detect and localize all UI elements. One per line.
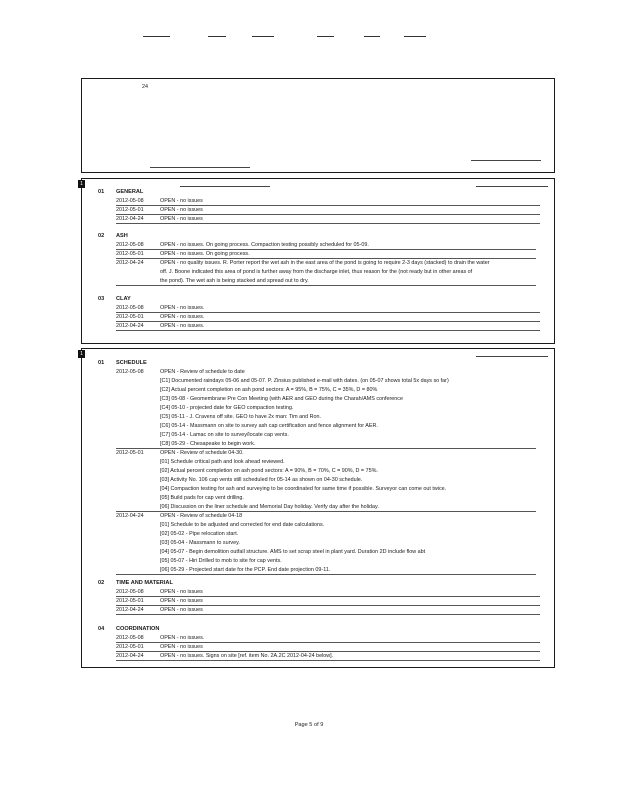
header-rule-5	[364, 36, 380, 37]
section-number: 02	[98, 233, 105, 239]
entry-item: [04] Compaction testing for ash and surveying to be coordinated for same time if possible. Surveyor can come out twice.	[160, 486, 447, 492]
section-title-coordination: COORDINATION	[116, 626, 160, 632]
section-title-ash: ASH	[116, 233, 128, 239]
row-text: OPEN - no issues	[160, 607, 203, 613]
row-rule	[116, 660, 540, 661]
row-text-continued: the pond). The wet ash is being stacked and spread out to dry.	[160, 278, 309, 284]
entry-item: [01] Schedule to be adjusted and corrected for end date calculations.	[160, 522, 325, 528]
row-date: 2012-05-08	[116, 198, 144, 204]
entry-head: OPEN - Review of schedule to date	[160, 369, 245, 375]
box3-top-rule	[476, 356, 548, 357]
row-text-continued: off. J. Boone indicated this area of pond is further away from the discharge inlet, thus reason for the (not ready but in other areas of	[160, 269, 473, 275]
entry-item: [C8] 05-29 - Chesapeake to begin work.	[160, 441, 256, 447]
section-number: 04	[98, 626, 105, 632]
entry-item: [01] Schedule critical path and look ahead reviewed.	[160, 459, 285, 465]
row-date: 2012-05-08	[116, 242, 144, 248]
row-text: OPEN - no issues	[160, 598, 203, 604]
row-rule	[116, 448, 536, 449]
entry-item: [06] Discussion on the liner schedule and Memorial Day holiday. Verify day after the holiday.	[160, 504, 379, 510]
entry-item: [C3] 05-08 - Geomembrane Pre Con Meeting (with AER and GEO during the Charah/AMS conference	[160, 396, 403, 402]
entry-item: [C7] 05-14 - Lamac on site to survey/locate cap vents.	[160, 432, 289, 438]
row-rule	[116, 596, 540, 597]
row-rule	[116, 249, 536, 250]
section-title-time-material: TIME AND MATERIAL	[116, 580, 173, 586]
row-rule	[116, 330, 540, 331]
row-rule	[116, 258, 536, 259]
entry-item: [05] Build pads for cap vent drilling.	[160, 495, 244, 501]
row-text: OPEN - no issues.	[160, 305, 205, 311]
box2-top-rule-2	[476, 186, 548, 187]
section-title-schedule: SCHEDULE	[116, 360, 147, 366]
section-number: 03	[98, 296, 105, 302]
section-marker: 1	[78, 350, 85, 358]
header-rule-6	[404, 36, 426, 37]
row-rule	[116, 574, 536, 575]
header-rule-2	[208, 36, 226, 37]
entry-item: [05] 05-07 - Hiri Drilled to mob to site for cap vents.	[160, 558, 282, 564]
entry-item: [06] 05-29 - Projected start date for the PCP. End date projection 09-11.	[160, 567, 331, 573]
row-text: OPEN - no issues.	[160, 314, 205, 320]
row-text: OPEN - no issues	[160, 216, 203, 222]
top-box-rule	[471, 160, 541, 161]
entry-date: 2012-05-01	[116, 450, 144, 456]
entry-head: OPEN - Review of schedule 04-30.	[160, 450, 244, 456]
row-date: 2012-05-01	[116, 314, 144, 320]
row-date: 2012-04-24	[116, 216, 144, 222]
entry-item: [04] 05-07 - Begin demolition outfall structure. AMS to set scrap steel in plant yard. Duration 2D include flow abt	[160, 549, 426, 555]
entry-item: [C6] 05-14 - Massmann on site to survey ash cap certification and fence alignment for AER.	[160, 423, 378, 429]
entry-date: 2012-05-08	[116, 369, 144, 375]
row-text: OPEN - no issues.	[160, 323, 205, 329]
row-rule	[116, 321, 540, 322]
entry-item: [C5] 05-11 - J. Cravens off site. GEO to have 2x man: Tim and Ron.	[160, 414, 321, 420]
row-date: 2012-05-08	[116, 305, 144, 311]
section-title-general: GENERAL	[116, 189, 144, 195]
row-rule	[116, 285, 536, 286]
entry-item: [C1] Documented raindays 05-06 and 05-07. P. Zinsius published e-mail with dates. (on 05-07 shows total 5x days so far)	[160, 378, 449, 384]
row-text: OPEN - no issues. On going process.	[160, 251, 250, 257]
entry-item: [02] Actual percent completion on ash pond sectors: A = 90%, B = 70%, C = 90%, D = 75%.	[160, 468, 378, 474]
row-date: 2012-05-01	[116, 598, 144, 604]
row-date: 2012-05-08	[116, 635, 144, 641]
row-date: 2012-04-24	[116, 260, 144, 266]
row-rule	[116, 312, 540, 313]
row-rule	[116, 214, 540, 215]
section-title-clay: CLAY	[116, 296, 131, 302]
header-rule-4	[317, 36, 334, 37]
entry-item: [C2] Actual percent completion on ash pond sectors: A = 95%, B = 75%, C = 35%, D = 80%	[160, 387, 378, 393]
entry-head: OPEN - Review of schedule 04-18	[160, 513, 243, 519]
row-date: 2012-05-01	[116, 251, 144, 257]
section-number: 02	[98, 580, 105, 586]
entry-item: [02] 05-02 - Pipe relocation start.	[160, 531, 239, 537]
entry-item: [C4] 05-10 - projected date for GEO compaction testing.	[160, 405, 294, 411]
row-rule	[116, 223, 540, 224]
section-marker: 1	[78, 180, 85, 188]
header-rule-3	[252, 36, 274, 37]
entry-item: [03] Activity No. 106 cap vents still scheduled for 05-14 as shown on 04-30 schedule.	[160, 477, 363, 483]
row-date: 2012-04-24	[116, 607, 144, 613]
row-text: OPEN - no issues	[160, 589, 203, 595]
row-text: OPEN - no issues	[160, 207, 203, 213]
section-number: 01	[98, 360, 105, 366]
row-text: OPEN - no issues	[160, 198, 203, 204]
row-date: 2012-04-24	[116, 653, 144, 659]
row-date: 2012-05-01	[116, 644, 144, 650]
section-number: 01	[98, 189, 105, 195]
row-text: OPEN - no quality issues. R. Porter report the wet ash in the east area of the pond is going to require 2-3 days (stacked) to drain the water	[160, 260, 490, 266]
entry-date: 2012-04-24	[116, 513, 144, 519]
row-rule	[116, 511, 536, 512]
row-text: OPEN - no issues. On going process. Compaction testing possibly scheduled for 05-09.	[160, 242, 369, 248]
row-date: 2012-05-01	[116, 207, 144, 213]
top-box	[81, 78, 555, 173]
row-text: OPEN - no issues	[160, 644, 203, 650]
entry-item: [03] 05-04 - Massmann to survey.	[160, 540, 240, 546]
row-text: OPEN - no issues. Signs on site [ref. item No. 2A.2C 2012-04-24 below].	[160, 653, 334, 659]
row-date: 2012-04-24	[116, 323, 144, 329]
row-rule	[116, 651, 540, 652]
top-number: 24	[142, 84, 148, 90]
row-rule	[116, 642, 540, 643]
row-rule	[116, 205, 540, 206]
row-rule	[116, 614, 540, 615]
row-text: OPEN - no issues.	[160, 635, 205, 641]
row-rule	[116, 605, 540, 606]
header-rule-1	[143, 36, 170, 37]
page-footer: Page 5 of 9	[294, 722, 324, 728]
top-box-rule-2	[150, 167, 250, 168]
box2-top-rule	[180, 186, 270, 187]
row-date: 2012-05-08	[116, 589, 144, 595]
